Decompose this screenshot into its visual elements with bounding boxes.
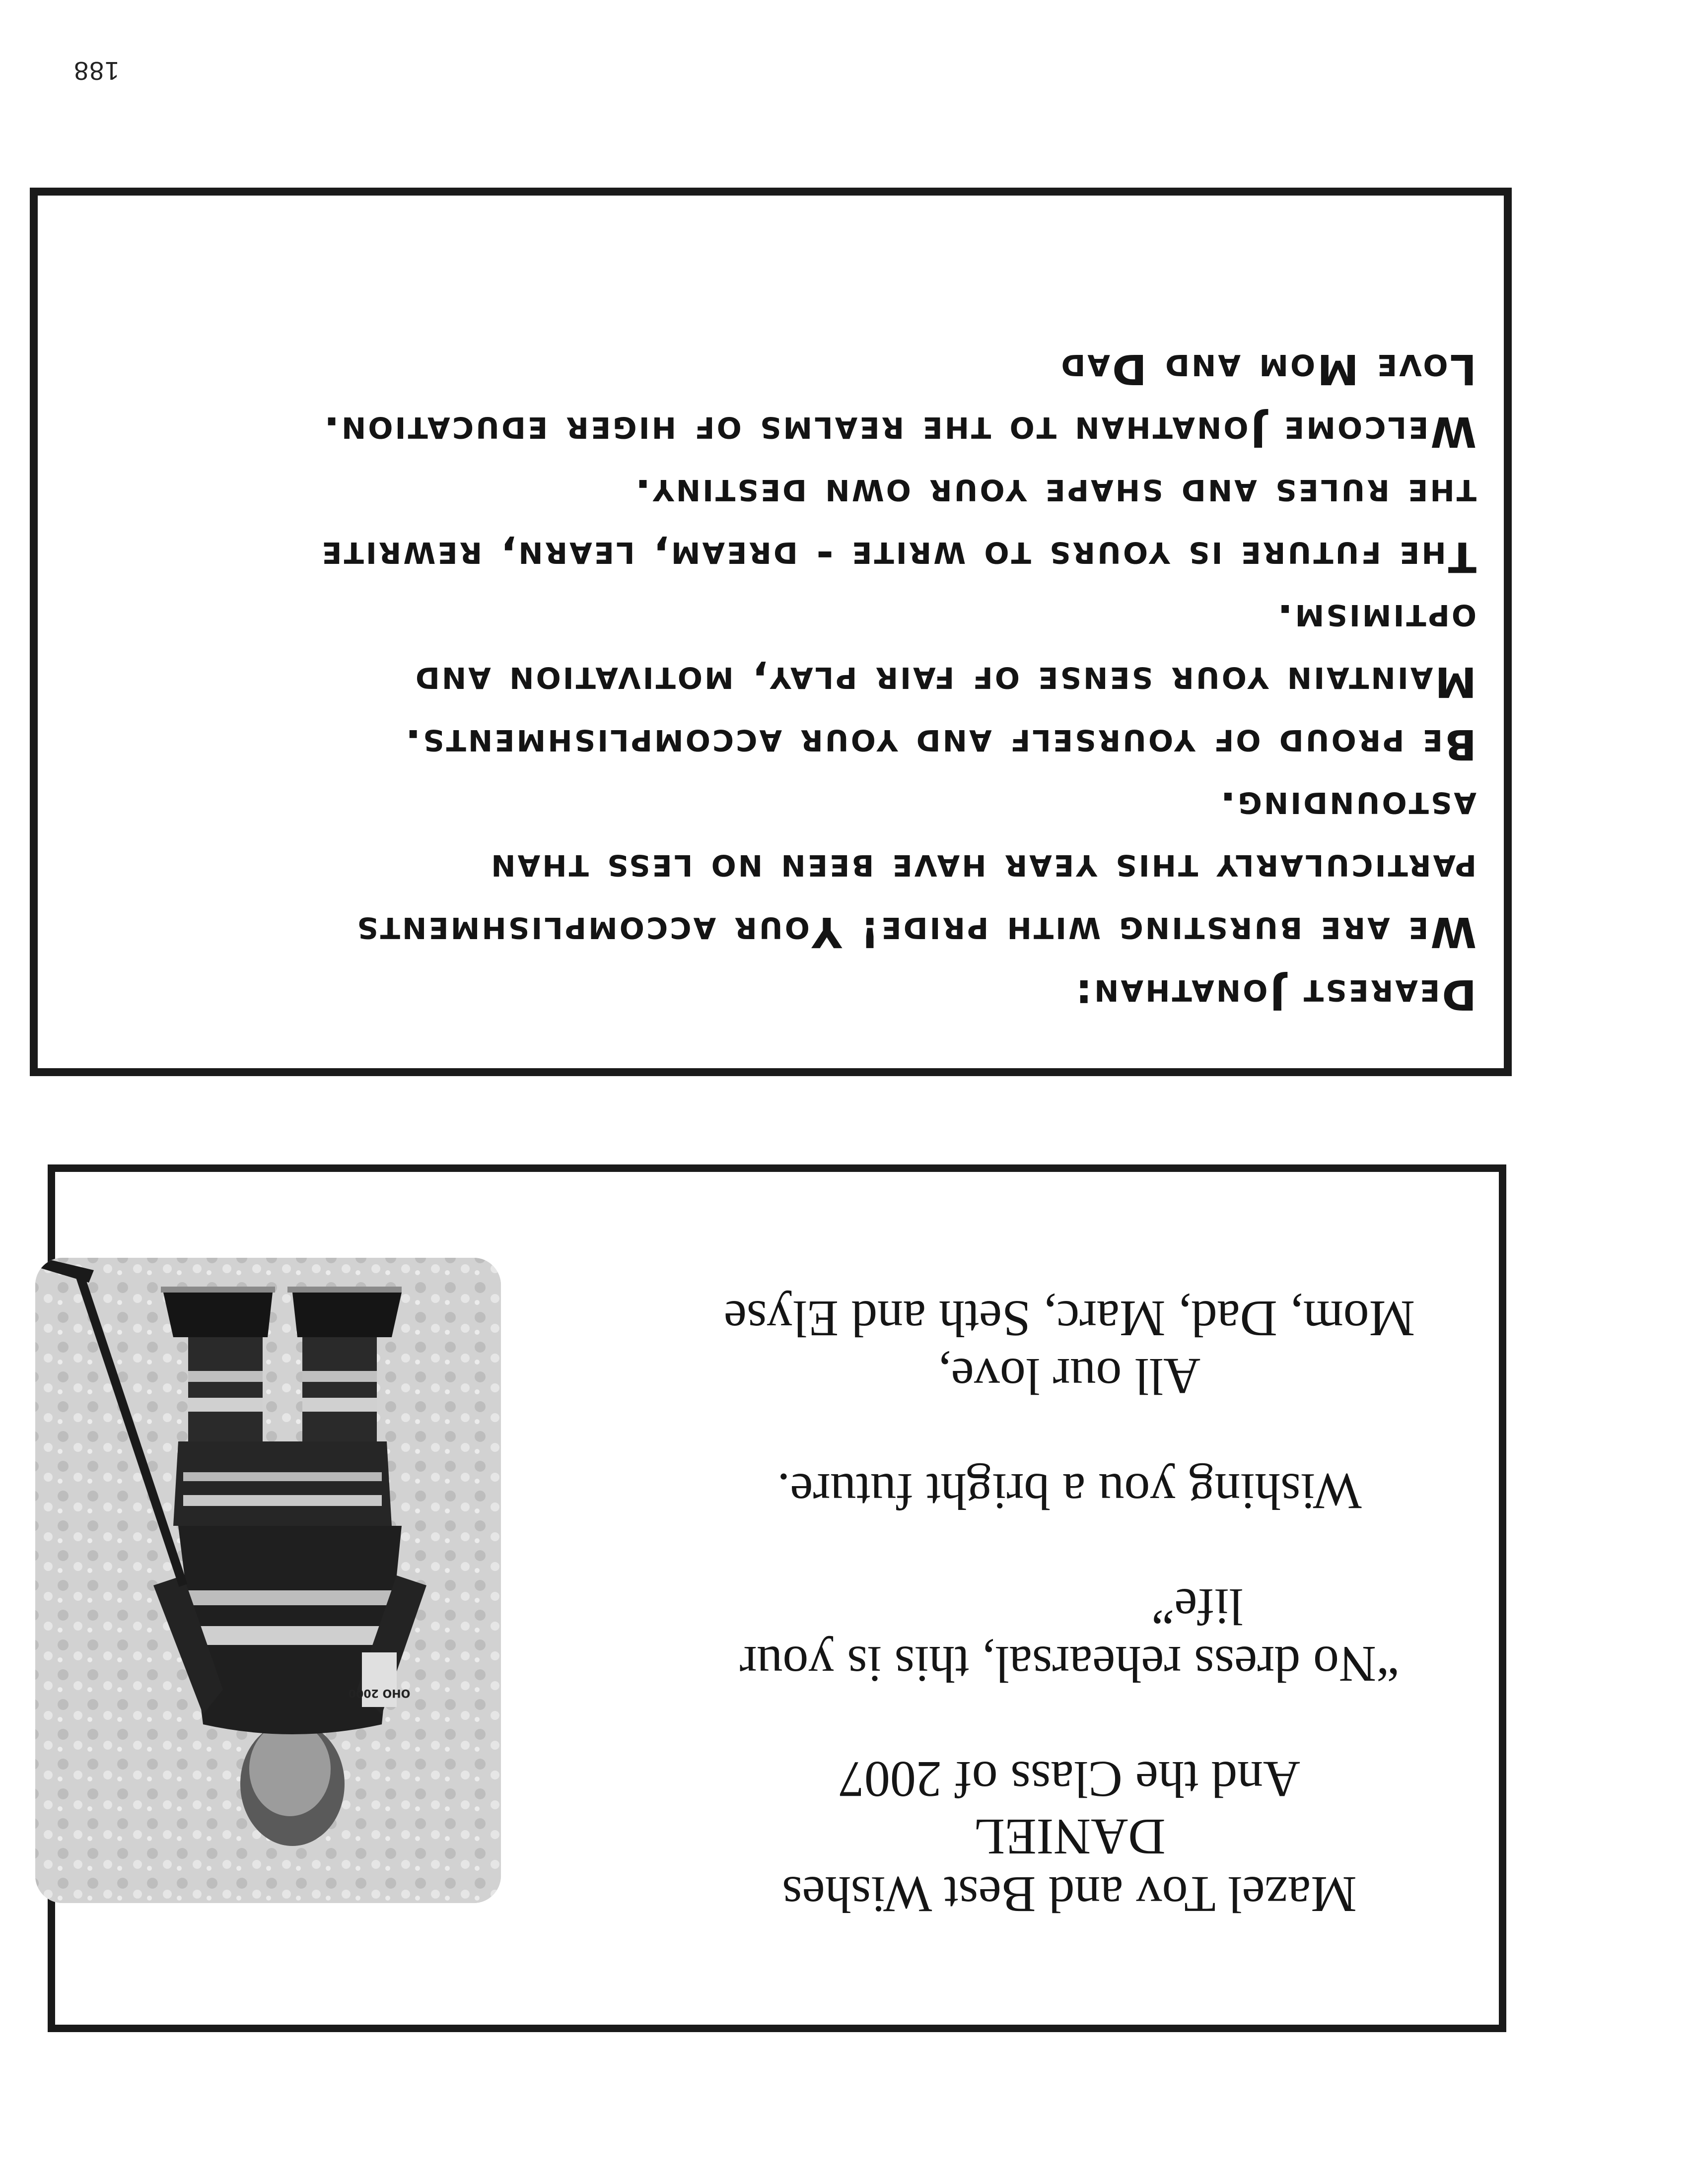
letter-ad-box	[30, 188, 1512, 1076]
hockey-player-photo	[35, 1258, 501, 1903]
page-number: 188	[73, 56, 119, 85]
letter-paragraph-1-line-2: particularly this year have been no less than	[489, 845, 1477, 894]
letter-paragraph-1-line-3: astounding.	[1218, 783, 1477, 831]
honoree-name: DANIEL	[973, 1808, 1166, 1865]
letter-signoff: Love Mom and Dad	[1059, 345, 1477, 394]
quote-line-1: “No dress rehearsal, this is your	[739, 1636, 1400, 1693]
letter-paragraph-5: Welcome Jonathan to the realms of higer education.	[322, 408, 1477, 456]
class-line: And the Class of 2007	[838, 1751, 1301, 1808]
letter-paragraph-2: Be proud of yourself and your accomplishments.	[403, 720, 1477, 769]
letter-paragraph-1-line-1: We are bursting with pride! Your accomplishments	[355, 908, 1477, 956]
letter-paragraph-3-line-2: optimism.	[1275, 595, 1477, 644]
jersey-text: OHO 2000	[348, 1687, 411, 1699]
quote-line-2: life”	[1151, 1578, 1243, 1635]
letter-paragraph-4-line-2: the rules and shape your own destiny.	[633, 470, 1477, 519]
photo-ad-message	[687, 1290, 1452, 1923]
message-title: Mazel Tov and Best Wishes	[782, 1866, 1357, 1923]
photo-ad-box	[48, 1164, 1506, 2032]
letter-paragraph-3-line-1: Maintain your sense of fair play, motivation and	[413, 658, 1477, 706]
letter-paragraph-4-line-1: The future is yours to write - dream, learn, rewrite	[320, 533, 1477, 581]
letter-greeting: Dearest Jonathan:	[1073, 970, 1477, 1019]
hockey-player-photo-icon	[35, 1258, 501, 1903]
wish-line: Wishing you a bright future.	[777, 1463, 1362, 1520]
letter-body	[57, 338, 1477, 1026]
closing-line: All our love,	[938, 1348, 1201, 1405]
signature-line: Mom, Dad, Marc, Seth and Elyse	[723, 1290, 1415, 1347]
